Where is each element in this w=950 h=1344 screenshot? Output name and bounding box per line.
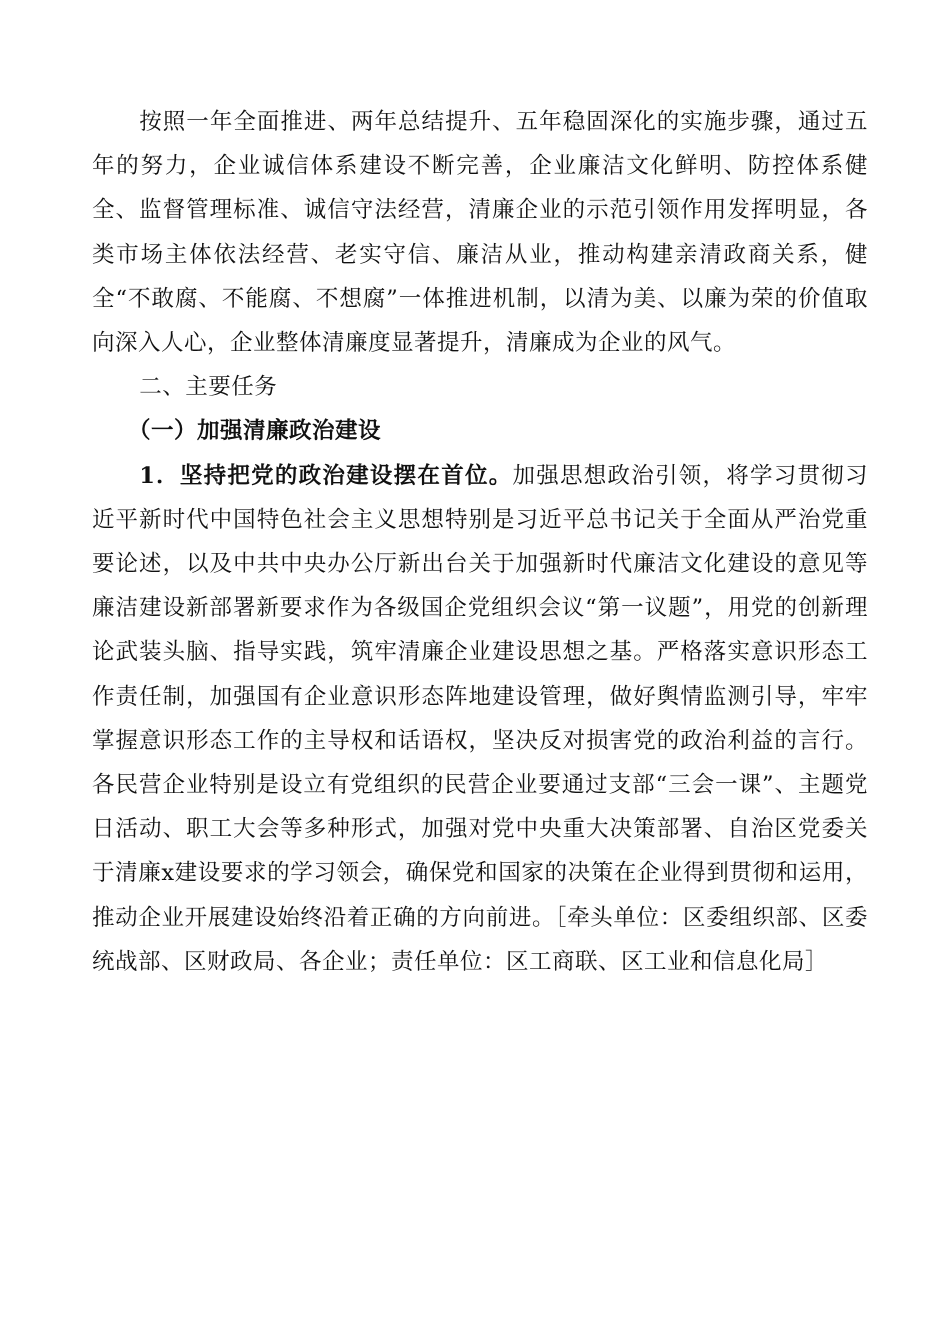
item-1-lead: 1．坚持把党的政治建设摆在首位。	[139, 462, 513, 489]
document-body	[92, 100, 868, 984]
subsection-heading: （一）加强清廉政治建设	[128, 418, 382, 445]
paragraph-goals: 按照一年全面推进、两年总结提升、五年稳固深化的实施步骤，通过五年的努力，企业诚信体系建设不断完善，企业廉洁文化鲜明、防控体系健全、监督管理标准、诚信守法经营，清廉企业的示范引领作用发挥明显，各类市场主体依法经营、老实守信、廉洁从业，推动构建亲清政商关系，健全“不敢腐、不能腐、不想腐”一体推进机制，以清为美、以廉为荣的价值取向深入人心，企业整体清廉度显著提升，清廉成为企业的风气。	[92, 109, 868, 357]
section-heading: 二、主要任务	[139, 374, 278, 401]
paragraph-item-1	[92, 454, 868, 984]
item-1-body: 加强思想政治引领，将学习贯彻习近平新时代中国特色社会主义思想特别是习近平总书记关于全面从严治党重要论述，以及中共中央办公厅新出台关于加强新时代廉洁文化建设的意见等廉洁建设新部署新要求作为各级国企党组织会议“第一议题”，用党的创新理论武装头脑、指导实践，筑牢清廉企业建设思想之基。严格落实意识形态工作责任制，加强国有企业意识形态阵地建设管理，做好舆情监测引导，牢牢掌握意识形态工作的主导权和话语权，坚决反对损害党的政治利益的言行。各民营企业特别是设立有党组织的民营企业要通过支部“三会一课”、主题党日活动、职工大会等多种形式，加强对党中央重大决策部署、自治区党委关于清廉x建设要求的学习领会，确保党和国家的决策在企业得到贯彻和运用，推动企业开展建设始终沿着正确的方向前进。［牵头单位：区委组织部、区委统战部、区财政局、各企业；责任单位：区工商联、区工业和信息化局］	[92, 462, 868, 975]
